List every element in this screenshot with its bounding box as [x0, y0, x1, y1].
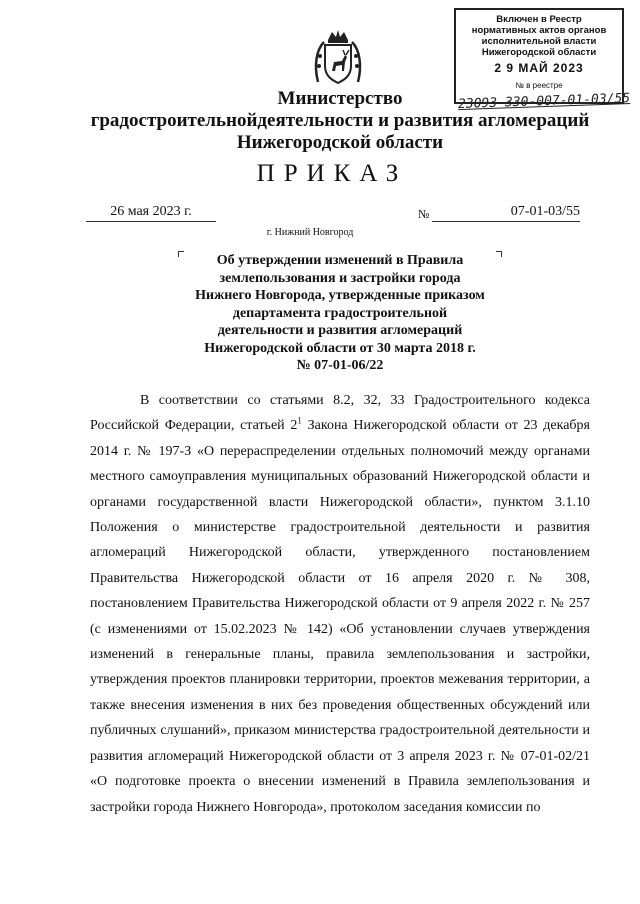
- subject-line: № 07-01-06/22: [296, 358, 384, 373]
- subject-line: Нижнего Новгорода, утвержденные приказом: [195, 288, 485, 303]
- body-paragraph: [90, 388, 590, 820]
- body-text-part: В соответствии со статьями 8.2, 32, 33 Градостроительного кодекса Российской Федерации, статьей 2: [90, 393, 590, 434]
- stamp-registry-label: № в реестре: [515, 81, 563, 90]
- subject-line: Об утверждении изменений в Правила: [216, 253, 464, 268]
- coat-of-arms-icon: [312, 26, 364, 86]
- order-subject: [170, 252, 510, 375]
- body-text-part: Закона Нижегородской области от 23 декабря 2014 г. № 197-З «О перераспределении отдельных полномочий между органами местного самоуправления муниципальных образований Нижегородской области и органами государственной власти Нижегородской области», пунктом 3.1.10 Положения о министерстве градостроительной деятельности и развития агломераций Нижегородской области, утвержденного постановлением Правительства Нижегородской области от 16 апреля 2020 г. № 308, постановлением Правительства Нижегородской области от 9 апреля 2022 г. № 257 (с изменениями от 15.02.2023 № 142) «Об установлении случаев утверждения изменений в генеральные планы, правила землепользования и застройки, утверждения проектов планировки территории, проектов межевания территории, а также внесения изменения в них без проведения общественных обсуждений или публичных слушаний», приказом министерства градостроительной деятельности и развития агломераций Нижегородской области от 3 апреля 2023 г. № 07-01-02/21 «О подготовке проекта о внесении изменений в Правила землепользования и застройки города Нижнего Новгорода», протоколом заседания комиссии по: [90, 418, 590, 815]
- stamp-line: Нижегородской области: [481, 47, 597, 58]
- subject-line: департамента градостроительной: [232, 305, 448, 321]
- subject-line: землепользования и застройки города: [219, 270, 461, 286]
- document-type-title: ПРИКАЗ: [256, 160, 408, 187]
- number-sign: №: [418, 207, 430, 221]
- stamp-line: нормативных актов органов: [471, 25, 607, 36]
- body-superscript: 1: [297, 415, 302, 426]
- subject-line: Нижегородской области от 30 марта 2018 г.: [204, 340, 476, 356]
- order-date: 26 мая 2023 г.: [86, 204, 216, 222]
- ministry-name: [60, 88, 620, 154]
- ministry-line: Министерство: [277, 88, 403, 109]
- subject-line: деятельности и развития агломераций: [217, 323, 463, 338]
- stamp-line: исполнительной власти: [481, 36, 597, 47]
- stamp-date: 2 9 МАЙ 2023: [494, 61, 584, 75]
- ministry-line: градостроительнойдеятельности и развития агломераций: [90, 110, 590, 131]
- ministry-line: Нижегородской области: [236, 132, 444, 153]
- stamp-line: Включен в Реестр: [496, 14, 582, 25]
- city-name: г. Нижний Новгород: [266, 227, 354, 238]
- handwritten-registry-number: 23093-330-007-01-03/55: [457, 91, 631, 113]
- order-number: 07-01-03/55: [432, 204, 580, 222]
